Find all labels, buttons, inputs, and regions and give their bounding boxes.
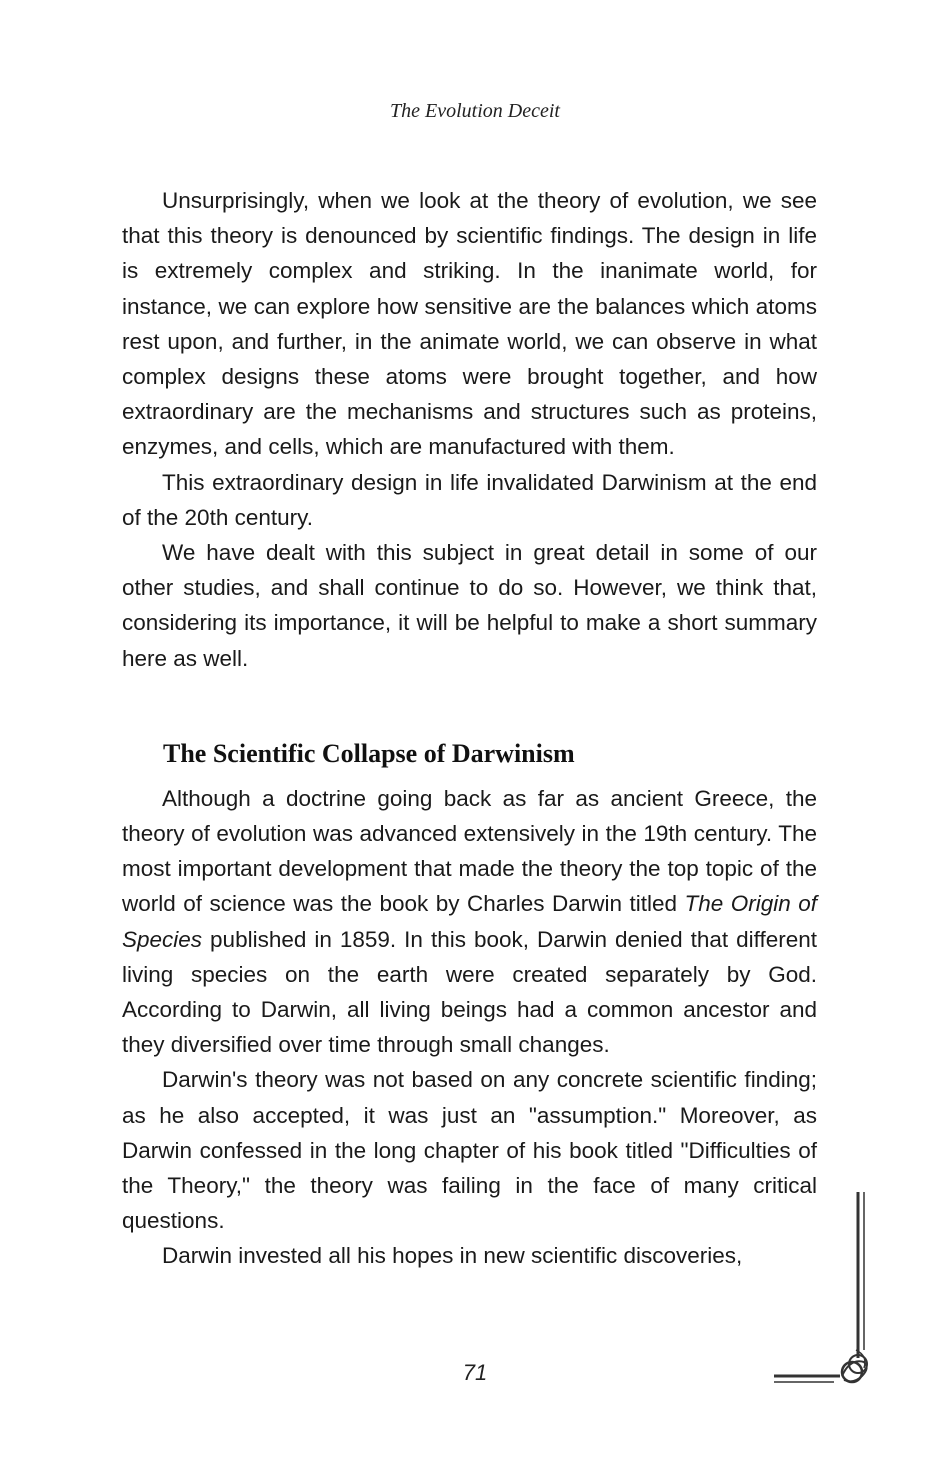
corner-ornament-icon xyxy=(772,1190,872,1390)
section-heading: The Scientific Collapse of Darwinism xyxy=(163,738,575,768)
page-number: 71 xyxy=(462,1360,488,1385)
paragraph: We have dealt with this subject in great detail in some of our other studies, and shall continue to do so. However, we think that, considering its importance, it will be helpful to make a short summary here as well. xyxy=(122,540,817,671)
paragraph xyxy=(122,781,817,1063)
paragraph: Darwin invested all his hopes in new scientific discoveries, xyxy=(162,1243,743,1269)
running-header: The Evolution Deceit xyxy=(390,100,560,122)
book-title: The Origin of Species xyxy=(122,891,817,952)
page-body xyxy=(122,183,817,1274)
spacer xyxy=(122,676,817,736)
paragraph: Darwin's theory was not based on any concrete scientific finding; as he also accepted, it was just an "assumption." Moreover, as Darwin confessed in the long chapter of his book titled "Difficulties of the Theory," the theory was failing in the face of many critical questions. xyxy=(122,1067,817,1234)
paragraph: Unsurprisingly, when we look at the theory of evolution, we see that this theory is denounced by scientific findings. The design in life is extremely complex and striking. In the inanimate world, for instance, we can explore how sensitive are the balances which atoms rest upon, and further, in the animate world, we can observe in what complex designs these atoms were brought together, and how extraordinary are the mechanisms and structures such as proteins, enzymes, and cells, which are manufactured with them. xyxy=(122,188,817,460)
spacer xyxy=(122,771,817,781)
paragraph: This extraordinary design in life invalidated Darwinism at the end of the 20th century. xyxy=(122,469,817,530)
paragraph-text: published in 1859. In this book, Darwin denied that different living species on the earth were created separately by God. According to Darwin, all living beings had a common ancestor and they diversified over time through small changes. xyxy=(122,926,817,1058)
paragraph-text: Although a doctrine going back as far as ancient Greece, the theory of evolution was advanced extensively in the 19th century. The most important development that made the theory the top topic of the world of science was the book by Charles Darwin titled xyxy=(122,785,817,917)
